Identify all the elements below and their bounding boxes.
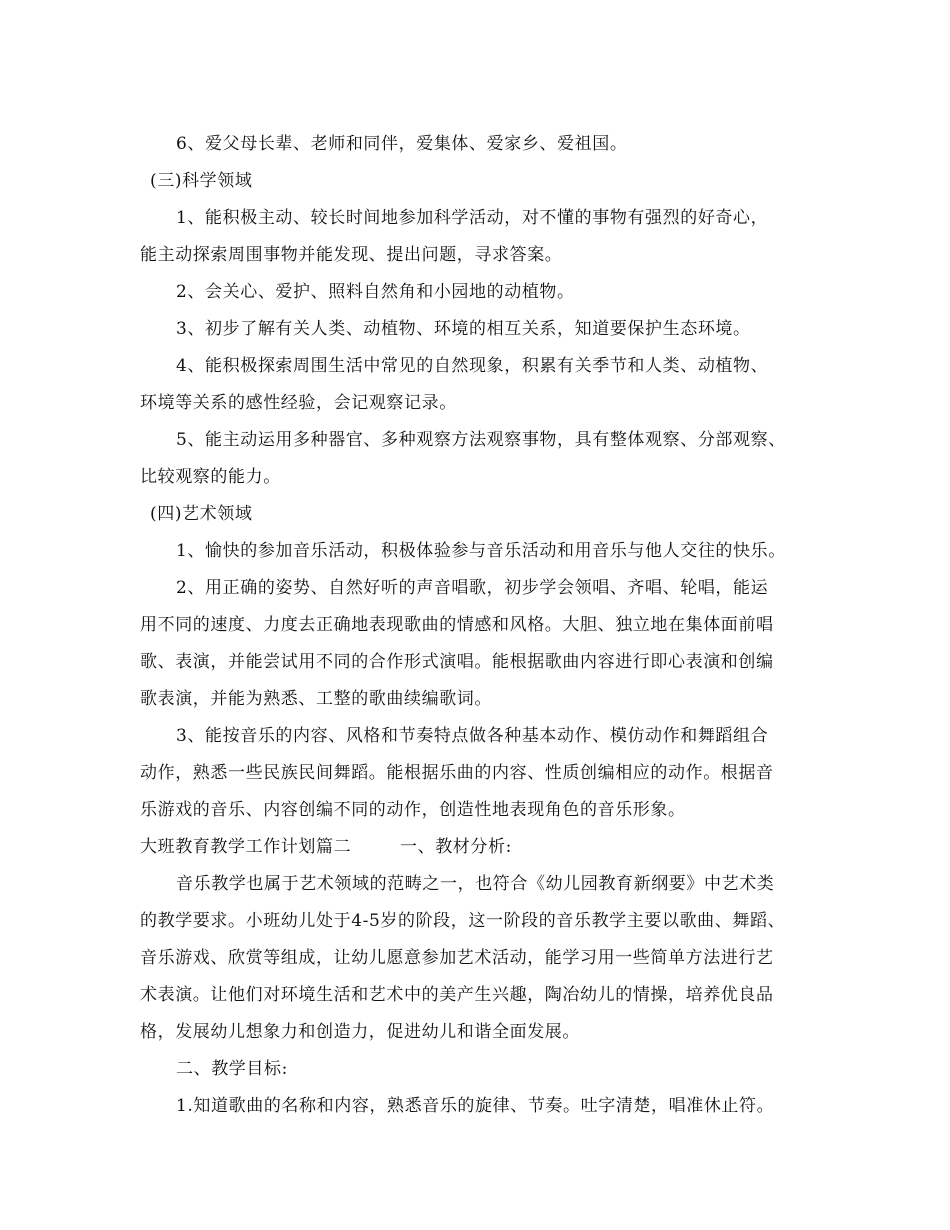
text-line: 4、能积极探索周围生活中常见的自然现象，积累有关季节和人类、动植物、 (176, 356, 769, 376)
text-line: 用不同的速度、力度去正确地表现歌曲的情感和风格。大胆、独立地在集体面前唱 (140, 615, 774, 635)
text-line: 乐游戏的音乐、内容创编不同的动作，创造性地表现角色的音乐形象。 (140, 800, 686, 820)
text-line: 环境等关系的感性经验，会记观察记录。 (140, 393, 457, 413)
text-line: 歌表演，并能为熟悉、工整的歌曲续编歌词。 (140, 689, 492, 709)
text-line: 格，发展幼儿想象力和创造力，促进幼儿和谐全面发展。 (140, 1022, 580, 1042)
text-line: 1、愉快的参加音乐活动，积极体验参与音乐活动和用音乐与他人交往的快乐。 (176, 541, 786, 561)
text-line: 5、能主动运用多种器官、多种观察方法观察事物，具有整体观察、分部观察、 (176, 430, 786, 450)
section-heading: (四)艺术领域 (150, 504, 253, 524)
text-line: 能主动探索周围事物并能发现、提出问题，寻求答案。 (140, 245, 563, 265)
text-line: 音乐教学也属于艺术领域的范畴之一，也符合《幼儿园教育新纲要》中艺术类 (176, 874, 775, 894)
text-line: 1、能积极主动、较长时间地参加科学活动，对不懂的事物有强烈的好奇心， (176, 208, 769, 228)
text-line: 比较观察的能力。 (140, 467, 281, 487)
text-line: 2、会关心、爱护、照料自然角和小园地的动植物。 (176, 282, 575, 302)
text-line: 动作，熟悉一些民族民间舞蹈。能根据乐曲的内容、性质创编相应的动作。根据音 (140, 763, 774, 783)
text-line: 6、爱父母长辈、老师和同伴，爱集体、爱家乡、爱祖国。 (176, 134, 628, 154)
article-title: 大班教育教学工作计划篇二 (140, 837, 352, 857)
text-line: 2、用正确的姿势、自然好听的声音唱歌，初步学会领唱、齐唱、轮唱，能运 (176, 578, 769, 598)
section-heading: (三)科学领域 (150, 171, 253, 191)
text-line: 术表演。让他们对环境生活和艺术中的美产生兴趣，陶冶幼儿的情操，培养优良品 (140, 985, 774, 1005)
text-line: 歌、表演，并能尝试用不同的合作形式演唱。能根据歌曲内容进行即心表演和创编 (140, 652, 774, 672)
text-line: 3、能按音乐的内容、风格和节奏特点做各种基本动作、模仿动作和舞蹈组合 (176, 726, 769, 746)
section-heading: 一、教材分析: (400, 837, 512, 857)
text-line: 音乐游戏、欣赏等组成，让幼儿愿意参加艺术活动，能学习用一些简单方法进行艺 (140, 948, 774, 968)
text-line: 3、初步了解有关人类、动植物、环境的相互关系，知道要保护生态环境。 (176, 319, 751, 339)
text-line: 1.知道歌曲的名称和内容，熟悉音乐的旋律、节奏。吐字清楚，唱准休止符。 (176, 1096, 775, 1116)
text-line: 的教学要求。小班幼儿处于4-5岁的阶段，这一阶段的音乐教学主要以歌曲、舞蹈、 (140, 911, 786, 931)
section-heading: 二、教学目标: (176, 1059, 288, 1079)
